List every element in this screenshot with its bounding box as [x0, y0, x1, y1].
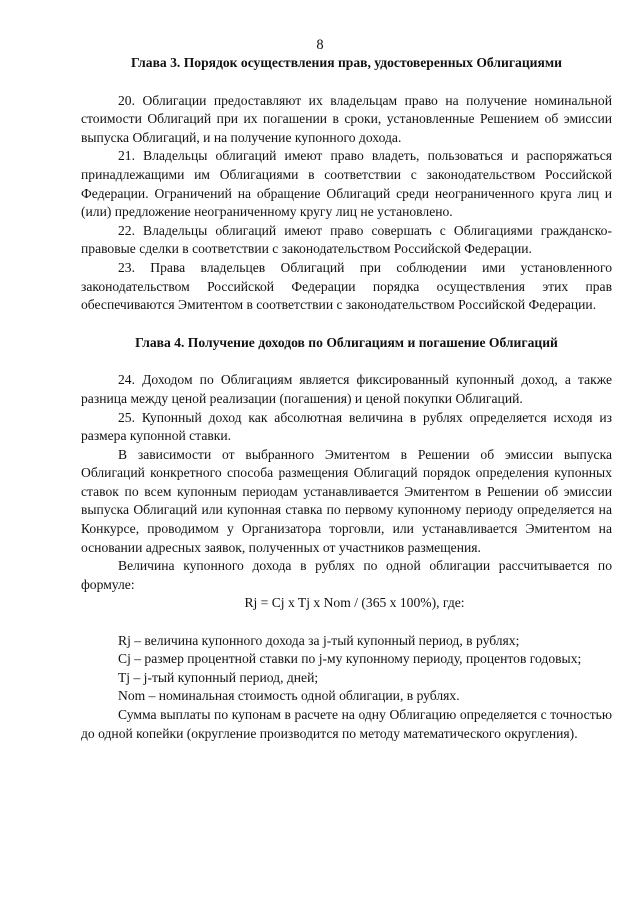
page-number: 8	[316, 37, 324, 53]
coupon-formula: Rj = Cj x Tj x Nom / (365 x 100%), где:	[244, 595, 465, 611]
paragraph-rounding: Сумма выплаты по купонам в расчете на одну Облигацию определяется с точностью до одной копейки (округление производится по методу математического округления).	[81, 707, 612, 741]
paragraph-25: 25. Купонный доход как абсолютная величина в рублях определяется исходя из размера купонной ставки.	[81, 409, 612, 444]
paragraph-21: 21. Владельцы облигаций имеют право владеть, пользоваться и распоряжаться принадлежащими им Облигациями в соответствии с законодательством Российской Федерации. Ограничений на обращение Облигаций среди неограниченного круга лиц и (или) предложение неограниченному кругу лиц не установлено.	[81, 148, 612, 220]
paragraph-22: 22. Владельцы облигаций имеют право совершать с Облигациями гражданско-правовые сделки в соответствии с законодательством Российской Федерации.	[81, 222, 612, 257]
paragraph-24: 24. Доходом по Облигациям является фиксированный купонный доход, а также разница между ценой реализации (погашения) и ценой покупки Облигаций.	[81, 372, 612, 406]
definition-rj: Rj – величина купонного дохода за j-тый купонный период, в рублях;	[118, 632, 520, 648]
definition-nom: Nom – номинальная стоимость одной облигации, в рублях.	[118, 688, 460, 704]
definition-cj: Cj – размер процентной ставки по j-му купонному периоду, процентов годовых;	[118, 651, 582, 667]
paragraph-20: 20. Облигации предоставляют их владельцам право на получение номинальной стоимости Облигаций при их погашении в сроки, установленные Решением об эмиссии выпуска Облигаций, и на получение купонного дохода.	[81, 92, 612, 145]
paragraph-formula-intro: Величина купонного дохода в рублях по одной облигации рассчитывается по формуле:	[81, 558, 612, 592]
paragraph-coupon-rate-method: В зависимости от выбранного Эмитентом в Решении об эмиссии выпуска Облигаций конкретного способа размещения Облигаций порядок определения купонных ставок по всем купонным периодам устанавливается Эмитентом в Решении об эмиссии выпуска Облигаций или купонная ставка по первому купонному периоду определяется на Конкурсе, проводимом у Организатора торговли, или устанавливается Эмитентом на основании адресных заявок, полученных от участников размещения.	[81, 446, 612, 555]
blank-line	[81, 613, 612, 632]
document-body	[81, 54, 612, 743]
chapter-4-title: Глава 4. Получение доходов по Облигациям и погашение Облигаций	[135, 334, 558, 350]
definition-tj: Tj – j-тый купонный период, дней;	[118, 669, 319, 685]
paragraph-23: 23. Права владельцев Облигаций при соблюдении ими установленного законодательством Российской Федерации порядка осуществления этих прав обеспечиваются Эмитентом в соответствии с законодательством Российской Федерации.	[81, 259, 612, 313]
chapter-3-title: Глава 3. Порядок осуществления прав, удостоверенных Облигациями	[131, 55, 562, 70]
